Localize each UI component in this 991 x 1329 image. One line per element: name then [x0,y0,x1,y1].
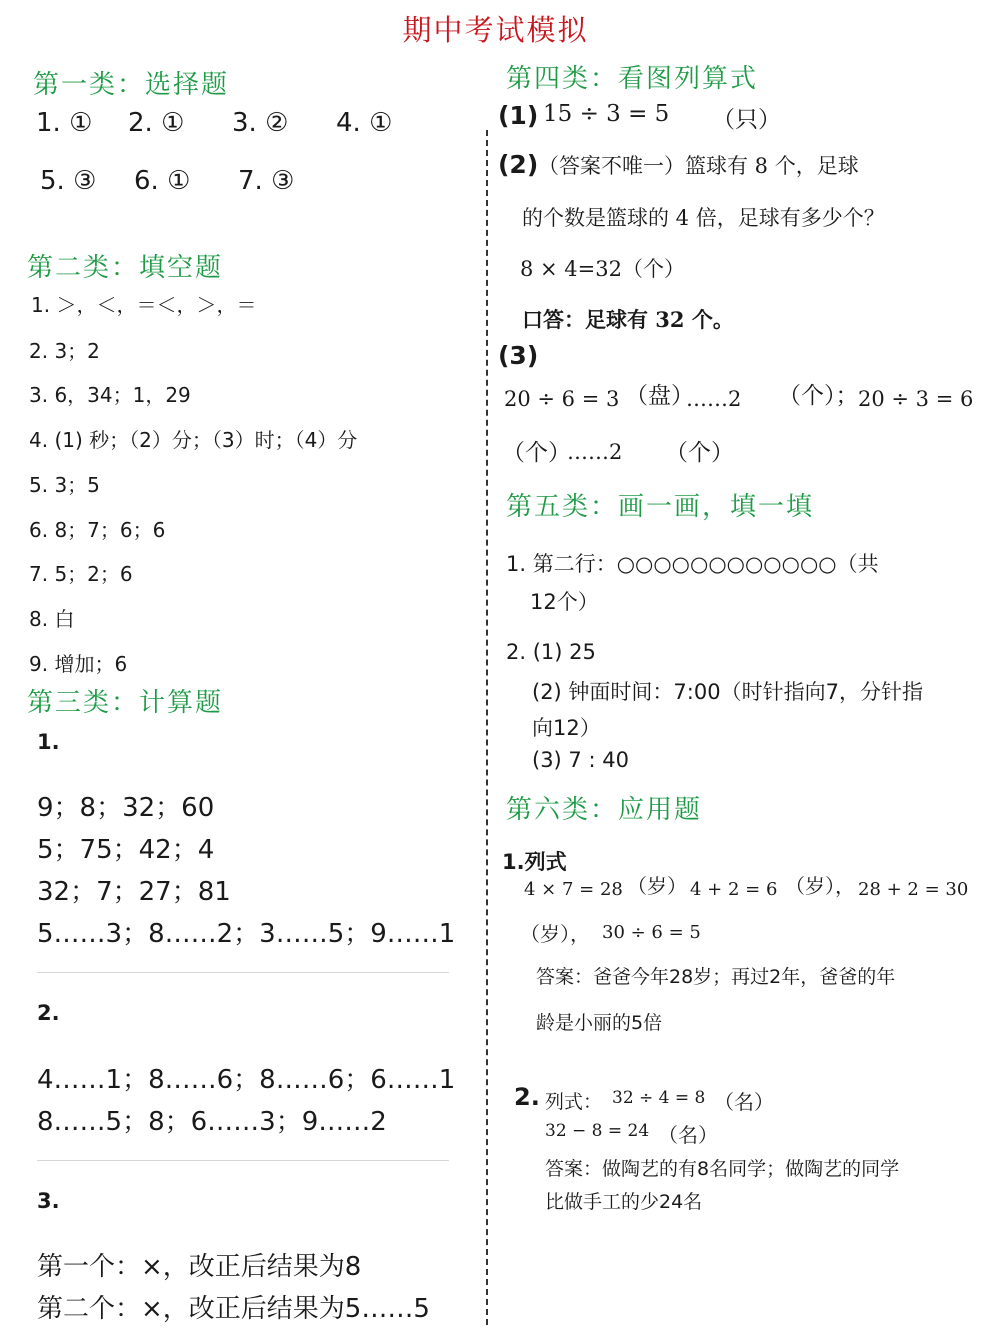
equation: 20 ÷ 6 = 3 [504,387,620,411]
calc-answer: 4……1；8……6；8……6；6……1 [37,1065,456,1095]
equation: 32 ÷ 4 = 8 [612,1088,706,1108]
fill-answer: 9. 增加；6 [29,652,128,676]
calc-answer: 第一个：×，改正后结果为8 [37,1252,362,1282]
fill-answer: 1. ＞，＜，＝＜，＞，＝ [31,293,257,317]
fill-answer: (2) 钟面时间：7:00（时针指向7，分针指 [532,680,923,704]
calc-answer: 第二个：×，改正后结果为5……5 [37,1294,430,1324]
equation: 4 × 7 = 28 [524,879,623,900]
question-label: 3. [37,1189,60,1213]
equation: 20 ÷ 3 = 6 [858,387,974,411]
divider [37,972,449,973]
answer-text: 答案：爸爸今年28岁；再过2年，爸爸的年 [536,966,896,988]
fill-answer: 8. 白 [29,607,75,631]
choice-answer: 2. ① [128,108,185,138]
answer-text: 口答：足球有 32 个。 [522,307,734,332]
section-2-heading: 第二类：填空题 [27,253,224,283]
unit-label: （个）； [778,383,859,409]
section-3-heading: 第三类：计算题 [27,688,224,718]
drawing-answer: 12个） [530,590,599,614]
unit-label: （个） [502,440,571,466]
problem-number: (1) [498,101,539,130]
choice-answer: 3. ② [232,108,289,138]
drawing-answer: 1. 第二行：○○○○○○○○○○○○（共 [506,552,879,576]
equation: 15 ÷ 3 = 5 [543,101,670,127]
calc-answer: 5；75；42；4 [37,835,215,865]
unit-label: （名） [714,1090,774,1114]
section-5-heading: 第五类：画一画，填一填 [506,492,815,522]
fill-answer: 3. 6，34；1，29 [29,383,191,407]
question-label: 1. [37,730,60,754]
equation: 8 × 4=32（个） [520,257,685,281]
fill-answer: 向12） [532,716,601,740]
problem-number: (3) [498,341,539,370]
remainder: ……2 [686,387,742,411]
fill-answer: 2. 3；2 [29,339,100,363]
answer-text: 比做手工的少24名 [545,1191,703,1213]
choice-answer: 1. ① [36,108,93,138]
question-label: 2. [514,1083,540,1111]
section-1-heading: 第一类：选择题 [33,70,230,100]
section-4-heading: 第四类：看图列算式 [506,64,759,94]
unit-label: （个） [665,440,734,466]
fill-answer: (3) 7 : 40 [532,748,629,772]
fill-answer: 6. 8；7；6；6 [29,518,166,542]
unit-label: （盘） [625,383,694,409]
unit-label: （岁）， [785,874,855,898]
choice-answer: 5. ③ [40,166,97,196]
calc-answer: 32；7；27；81 [37,877,231,907]
answer-text: 龄是小丽的5倍 [536,1012,663,1034]
equation: 4 + 2 = 6 [690,879,778,900]
fill-answer: 2. (1) 25 [506,640,596,664]
unit-label: （岁） [627,874,687,898]
fill-answer: 5. 3；5 [29,473,100,497]
fill-answer: 4. (1) 秒；（2）分；（3）时；（4）分 [29,428,358,452]
problem-text: （答案不唯一）篮球有 8 个，足球 [538,154,859,178]
problem-number: (2) [498,150,539,179]
unit-label: （名） [658,1123,718,1147]
equation: 32 − 8 = 24 [545,1121,650,1141]
choice-answer: 6. ① [134,166,191,196]
fill-answer: 7. 5；2；6 [29,562,133,586]
remainder: ……2 [567,440,623,464]
calc-answer: 9；8；32；60 [37,793,215,823]
calc-answer: 8……5；8；6……3；9……2 [37,1107,387,1137]
section-6-heading: 第六类：应用题 [506,795,703,825]
question-label: 2. [37,1001,60,1025]
column-divider [486,130,488,1325]
equation: 28 + 2 = 30 [858,879,969,900]
divider [37,1160,449,1161]
page-title: 期中考试模拟 [402,13,589,47]
calc-answer: 5……3；8……2；3……5；9……1 [37,919,456,949]
equation: 30 ÷ 6 = 5 [602,922,701,943]
choice-answer: 4. ① [336,108,393,138]
unit-label: （只） [712,107,781,133]
choice-answer: 7. ③ [238,166,295,196]
formula-label: 列式： [545,1091,603,1113]
unit-label: （岁）， [520,922,590,946]
question-label: 1.列式 [502,850,567,874]
answer-text: 答案：做陶艺的有8名同学；做陶艺的同学 [545,1158,900,1180]
problem-text: 的个数是篮球的 4 倍，足球有多少个？ [522,206,885,230]
